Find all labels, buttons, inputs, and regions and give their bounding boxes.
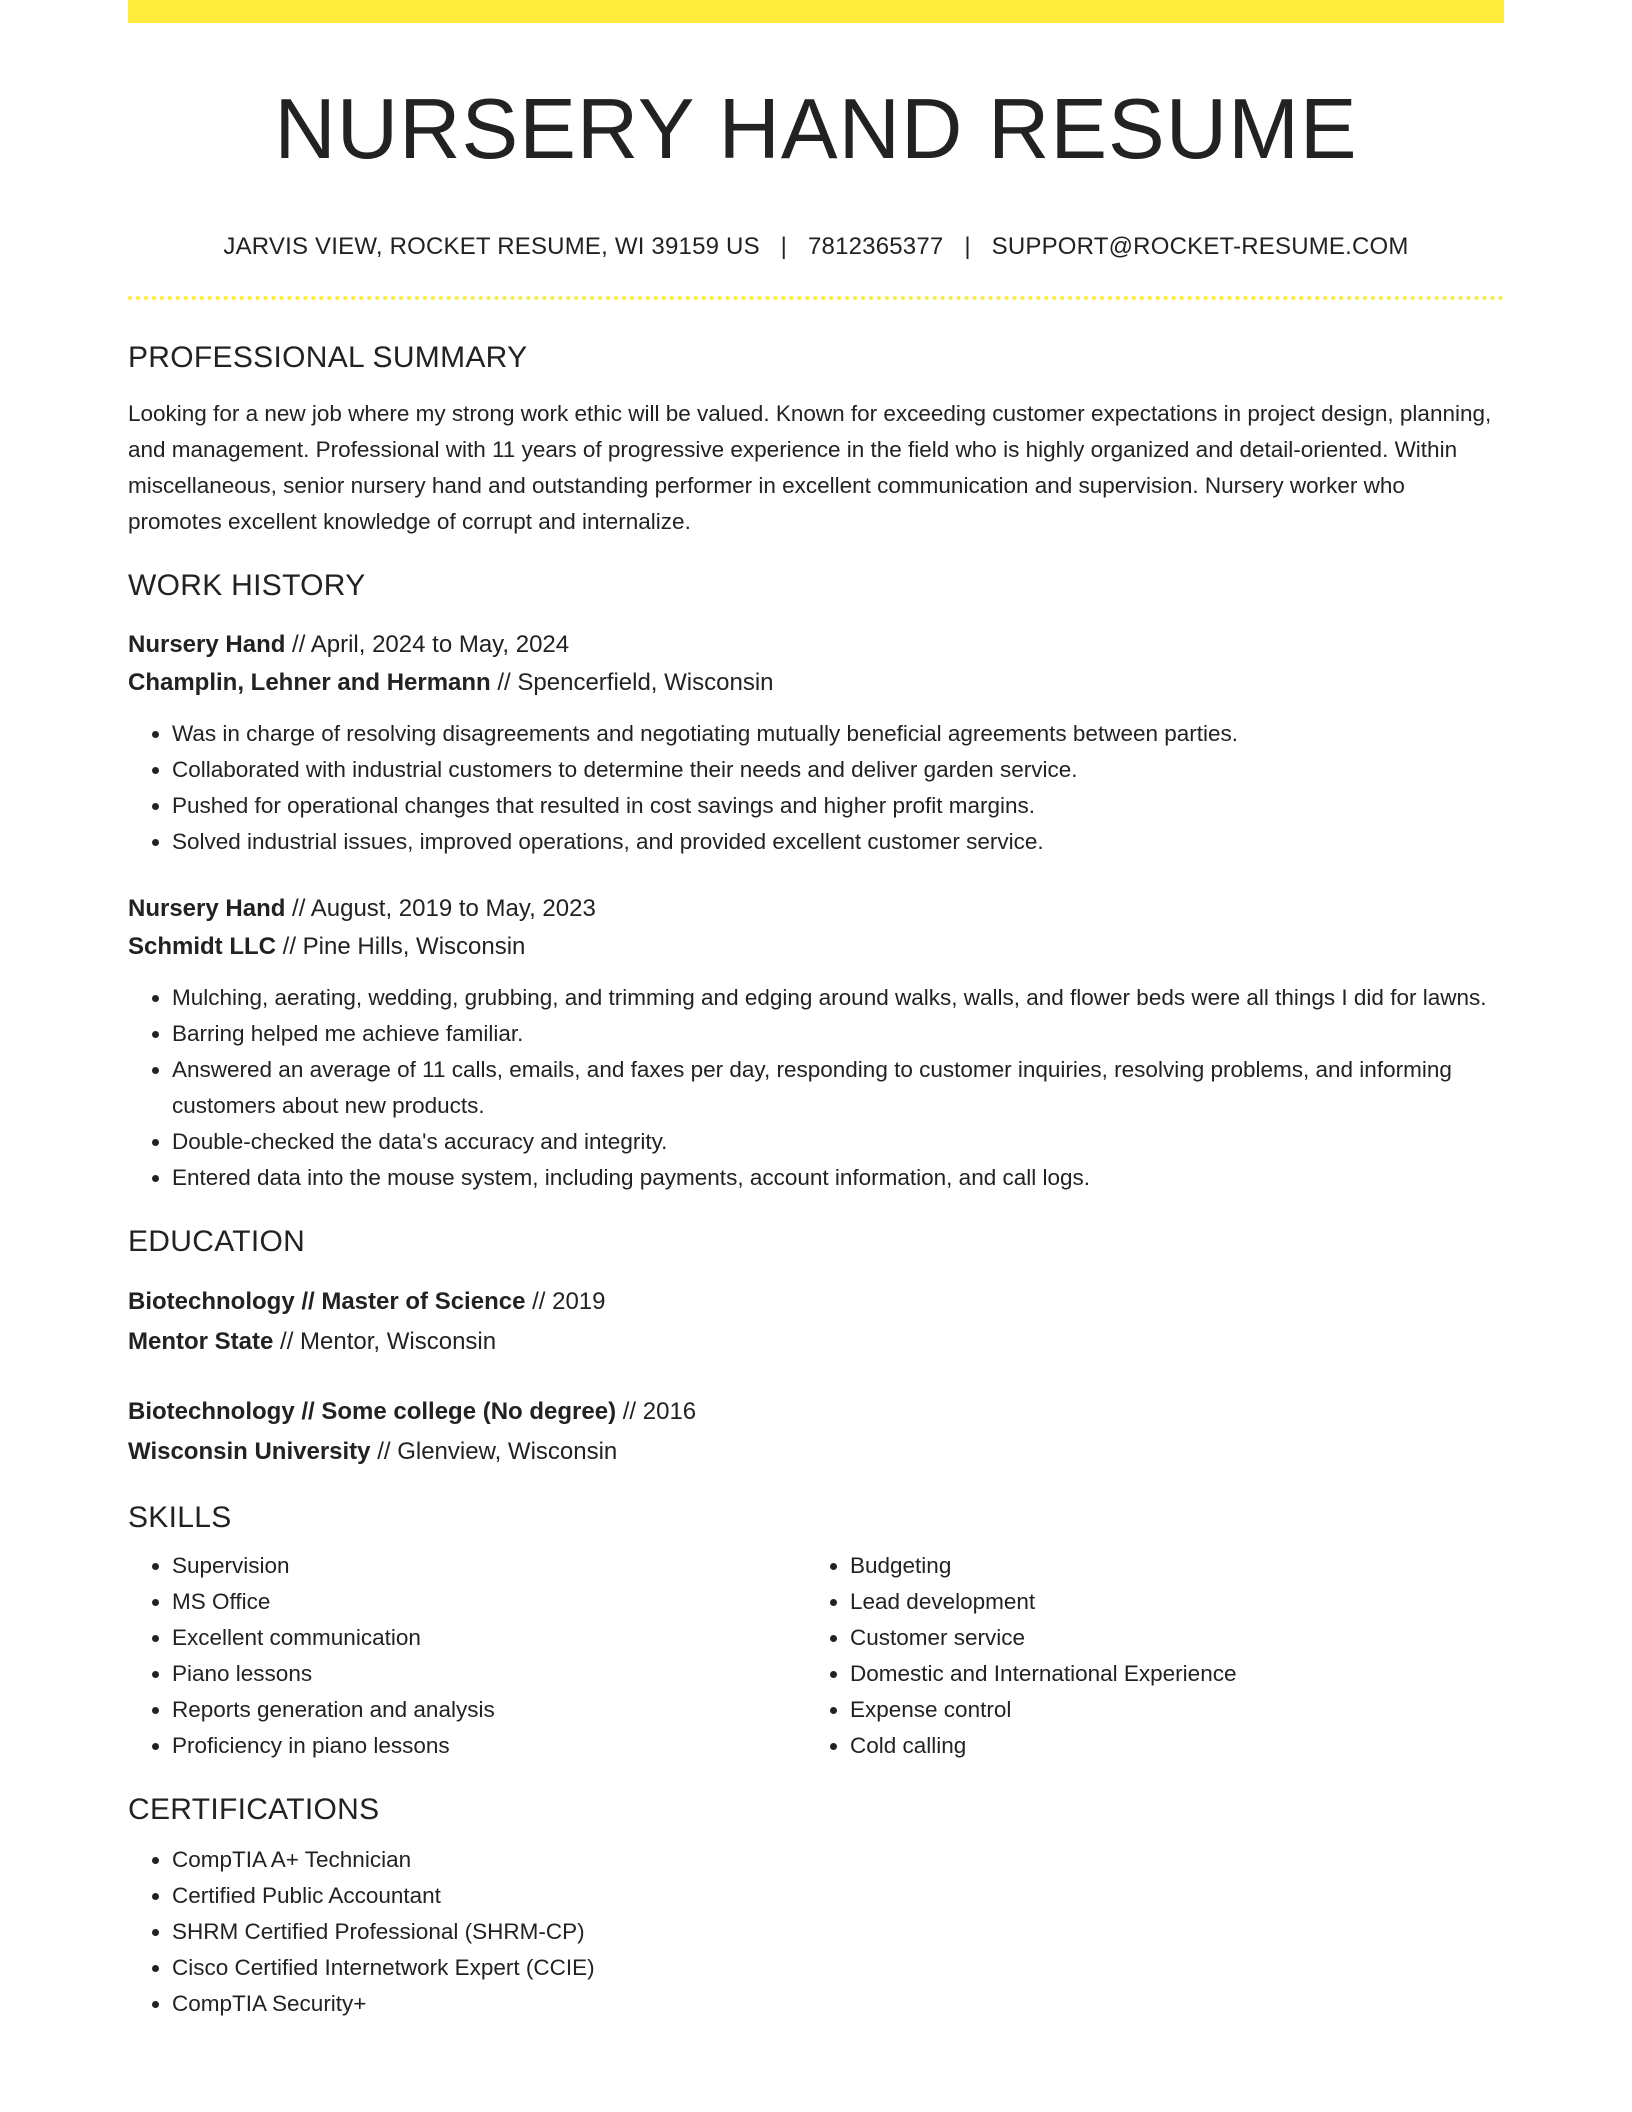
skill-item: • Domestic and International Experience (850, 1656, 1484, 1692)
job-bullet: • Collaborated with industrial customers to determine their needs and deliver garden service. (172, 752, 1504, 788)
skills-grid (128, 1548, 1504, 1764)
certifications-heading: CERTIFICATIONS (128, 1793, 380, 1826)
skill-item: • Expense control (850, 1692, 1484, 1728)
dotted-divider (128, 296, 1504, 300)
job-bullet: • Solved industrial issues, improved operations, and provided excellent customer service. (172, 824, 1504, 860)
skill-item: • Budgeting (850, 1548, 1484, 1584)
education-degree-line (128, 1392, 1504, 1432)
certification-item: • CompTIA A+ Technician (172, 1842, 1504, 1878)
resume-content (128, 0, 1504, 2022)
job-bullet: • Mulching, aerating, wedding, grubbing, and trimming and edging around walks, walls, and flower beds were all things I did for lawns. (172, 980, 1504, 1016)
contact-phone: 7812365377 (807, 233, 944, 260)
contact-line (128, 232, 1504, 262)
job-bullet: • Entered data into the mouse system, including payments, account information, and call logs. (172, 1160, 1504, 1196)
education-school: Mentor State (128, 1328, 274, 1355)
job-entry (128, 626, 1504, 860)
job-bullets (128, 980, 1504, 1196)
contact-separator: | (964, 233, 971, 260)
skills-left-column (128, 1548, 806, 1764)
skill-item: • Proficiency in piano lessons (172, 1728, 806, 1764)
skill-item: • Cold calling (850, 1728, 1484, 1764)
job-bullet: • Double-checked the data's accuracy and integrity. (172, 1124, 1504, 1160)
job-dates: // August, 2019 to May, 2023 (285, 895, 596, 922)
skill-item: • Piano lessons (172, 1656, 806, 1692)
certifications-list (128, 1842, 1504, 2022)
education-degree-line (128, 1282, 1504, 1322)
job-location: // Spencerfield, Wisconsin (490, 669, 774, 696)
job-title-line (128, 626, 1504, 664)
job-dates: // April, 2024 to May, 2024 (285, 631, 570, 658)
job-company-line (128, 928, 1504, 966)
contact-email: SUPPORT@ROCKET-RESUME.COM (991, 233, 1409, 260)
work-history-heading: WORK HISTORY (128, 569, 366, 602)
certification-item: • Cisco Certified Internetwork Expert (CCIE) (172, 1950, 1504, 1986)
summary-text: Looking for a new job where my strong work ethic will be valued. Known for exceeding customer expectations in project design, planning, and management. Professional with 11 years of progressive experience in the field who is highly organized and detail-oriented. Within miscellaneous, senior nursery hand and outstanding performer in excellent communication and supervision. Nursery worker who promotes excellent knowledge of corrupt and internalize. (128, 401, 1492, 534)
education-school: Wisconsin University (128, 1438, 371, 1465)
education-heading: EDUCATION (128, 1225, 306, 1258)
job-bullet: • Answered an average of 11 calls, emails, and faxes per day, responding to customer inquiries, resolving problems, and informing customers about new products. (172, 1052, 1504, 1124)
job-bullet: • Pushed for operational changes that resulted in cost savings and higher profit margins. (172, 788, 1504, 824)
job-company: Champlin, Lehner and Hermann (128, 669, 491, 696)
job-title: Nursery Hand (128, 895, 286, 922)
contact-separator: | (780, 233, 788, 260)
education-entry (128, 1392, 1504, 1472)
job-company: Schmidt LLC (128, 933, 276, 960)
job-location: // Pine Hills, Wisconsin (276, 933, 526, 960)
skill-item: • Lead development (850, 1584, 1484, 1620)
education-entry (128, 1282, 1504, 1362)
education-degree: Biotechnology // Some college (No degree) (128, 1398, 617, 1425)
job-title-line (128, 890, 1504, 928)
skills-right-column (806, 1548, 1484, 1764)
education-degree: Biotechnology // Master of Science (128, 1288, 526, 1315)
contact-address: JARVIS VIEW, ROCKET RESUME, WI 39159 US (223, 233, 760, 260)
job-title: Nursery Hand (128, 631, 286, 658)
skills-heading: SKILLS (128, 1501, 232, 1534)
skill-item: • Excellent communication (172, 1620, 806, 1656)
education-school-line (128, 1322, 1504, 1362)
resume-title: NURSERY HAND RESUME (274, 82, 1358, 177)
education-location: // Mentor, Wisconsin (273, 1328, 497, 1355)
education-school-line (128, 1432, 1504, 1472)
education-year: // 2019 (525, 1288, 606, 1315)
certification-item: • SHRM Certified Professional (SHRM-CP) (172, 1914, 1504, 1950)
job-bullet: • Barring helped me achieve familiar. (172, 1016, 1504, 1052)
education-year: // 2016 (616, 1398, 697, 1425)
job-company-line (128, 664, 1504, 702)
certification-item: • CompTIA Security+ (172, 1986, 1504, 2022)
skill-item: • MS Office (172, 1584, 806, 1620)
skill-item: • Customer service (850, 1620, 1484, 1656)
skill-item: • Supervision (172, 1548, 806, 1584)
job-entry (128, 890, 1504, 1196)
skill-item: • Reports generation and analysis (172, 1692, 806, 1728)
job-bullets (128, 716, 1504, 860)
summary-heading: PROFESSIONAL SUMMARY (128, 341, 528, 374)
education-location: // Glenview, Wisconsin (370, 1438, 618, 1465)
job-bullet: • Was in charge of resolving disagreements and negotiating mutually beneficial agreements between parties. (172, 716, 1504, 752)
certification-item: • Certified Public Accountant (172, 1878, 1504, 1914)
